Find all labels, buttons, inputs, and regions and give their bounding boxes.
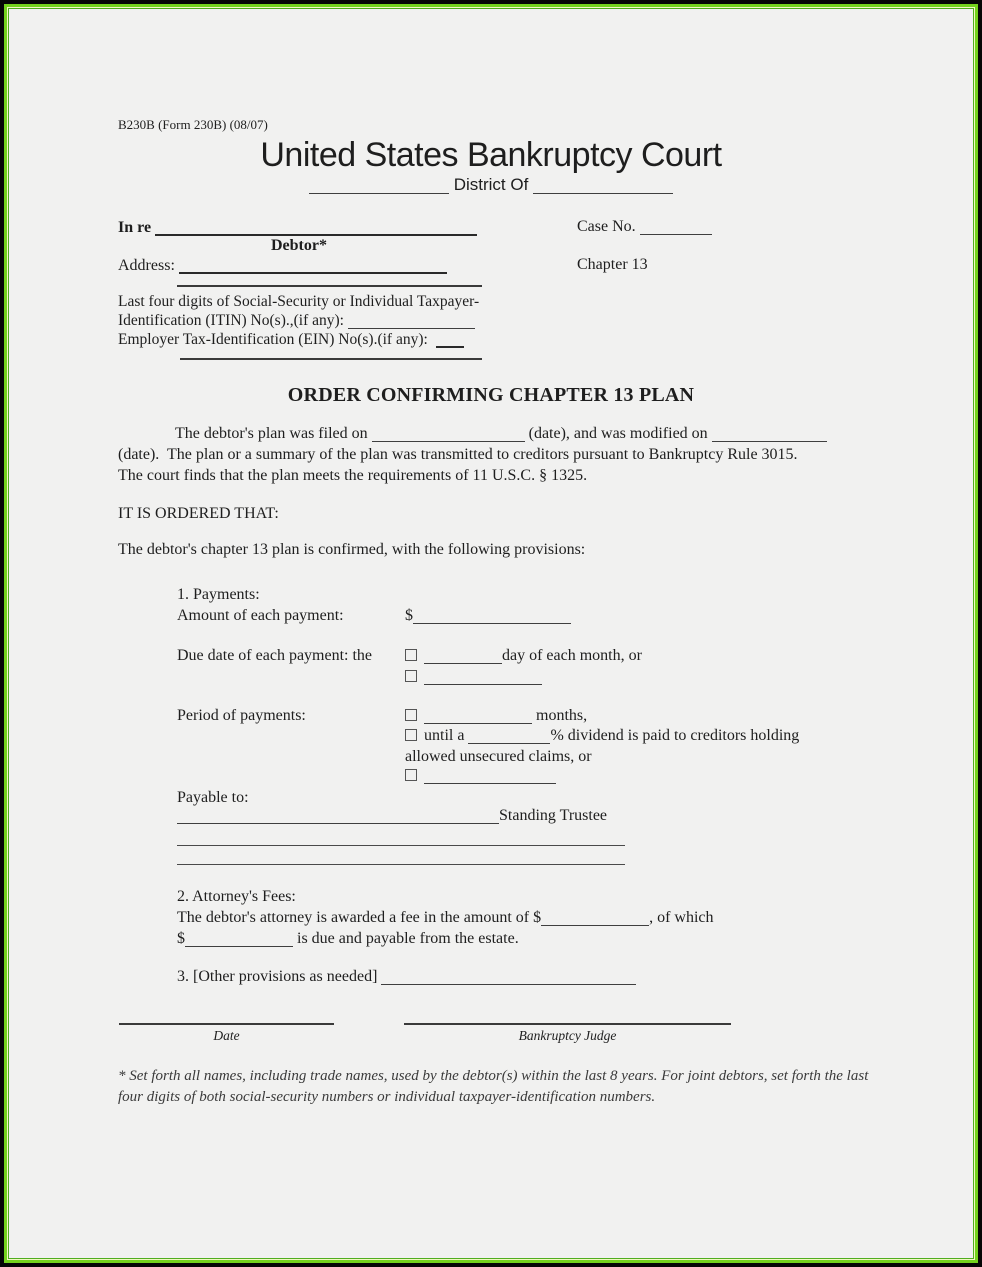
filed-date-field[interactable]	[372, 425, 525, 442]
confirmed-line: The debtor's chapter 13 plan is confirmed, with the following provisions:	[118, 541, 586, 558]
debtor-name-field[interactable]	[155, 218, 477, 236]
paragraph-line3: The court finds that the plan meets the requirements of 11 U.S.C. § 1325.	[118, 467, 588, 484]
caption-divider-line	[180, 358, 482, 360]
ssn-line1: Last four digits of Social-Security or Individual Taxpayer-	[118, 293, 480, 310]
period-label: Period of payments:	[177, 707, 306, 724]
attorney-line2-prefix: $	[177, 930, 185, 947]
court-title: United States Bankruptcy Court	[260, 136, 722, 174]
address-field[interactable]	[179, 256, 447, 274]
district-row	[0, 175, 982, 195]
modified-date-field[interactable]	[712, 425, 827, 442]
fee-payable-field[interactable]	[185, 930, 293, 947]
ordered-heading: IT IS ORDERED THAT:	[118, 505, 279, 522]
chapter-label: Chapter 13	[577, 256, 648, 273]
payments-section-title: 1. Payments:	[177, 586, 260, 603]
paragraph-line2: (date). The plan or a summary of the plan was transmitted to creditors pursuant to Bankruptcy Rule 3015.	[118, 446, 798, 463]
attorney-section-title: 2. Attorney's Fees:	[177, 888, 296, 905]
itin-field[interactable]	[348, 313, 475, 330]
attorney-line1	[177, 909, 714, 927]
due-date-label: Due date of each payment: the	[177, 647, 373, 664]
ein-row	[118, 330, 479, 349]
itin-label: Identification (ITIN) No(s).,(if any):	[118, 312, 348, 329]
due-option1-checkbox[interactable]	[405, 649, 417, 661]
period-option3-checkbox[interactable]	[405, 769, 417, 781]
trustee-suffix: Standing Trustee	[499, 807, 608, 824]
payable-field-line3[interactable]	[177, 864, 625, 865]
period-option1-checkbox[interactable]	[405, 709, 417, 721]
due-option1-suffix: day of each month, or	[502, 647, 642, 664]
trustee-name-field[interactable]	[177, 807, 499, 824]
address-label: Address:	[118, 257, 179, 274]
judge-signature-line[interactable]	[404, 1023, 731, 1025]
date-label: Date	[213, 1028, 240, 1043]
opening-paragraph	[118, 423, 886, 486]
address-row	[118, 256, 447, 275]
amount-row	[405, 607, 571, 625]
footnote: * Set forth all names, including trade names, used by the debtor(s) within the last 8 years. For joint debtors, set forth the last four digits of both social-security numbers or individual taxpayer-identification numbers.	[118, 1068, 869, 1105]
period-option2-prefix: until a	[424, 727, 469, 744]
form-number: B230B (Form 230B) (08/07)	[118, 117, 268, 132]
tax-id-block	[118, 292, 479, 349]
amount-label: Amount of each payment:	[177, 607, 344, 624]
attorney-line1-prefix: The debtor's attorney is awarded a fee in the amount of $	[177, 909, 542, 926]
period-other-field[interactable]	[424, 767, 556, 784]
order-title: ORDER CONFIRMING CHAPTER 13 PLAN	[287, 384, 695, 406]
ssn-line2	[118, 311, 479, 330]
paragraph-line1	[118, 423, 886, 444]
judge-label: Bankruptcy Judge	[518, 1028, 617, 1043]
in-re-label: In re	[118, 219, 156, 236]
in-re-row	[118, 218, 477, 237]
period-option2-checkbox[interactable]	[405, 729, 417, 741]
due-day-field[interactable]	[424, 647, 502, 664]
district-label: District Of	[448, 175, 534, 194]
para-seg2: (date), and was modified on	[524, 425, 712, 442]
other-provisions-row	[177, 968, 636, 986]
period-option2-cont: allowed unsecured claims, or	[405, 748, 592, 765]
amount-field[interactable]	[413, 607, 571, 624]
period-option3-row	[405, 767, 556, 785]
period-months-field[interactable]	[424, 707, 532, 724]
other-provisions-field[interactable]	[381, 968, 636, 985]
debtor-label: Debtor*	[271, 237, 327, 254]
period-option2-suffix: % dividend is paid to creditors holding	[550, 727, 800, 744]
district-blank-left[interactable]	[309, 176, 449, 194]
district-blank-right[interactable]	[533, 176, 673, 194]
address-field-line2[interactable]	[177, 285, 482, 287]
trustee-row	[177, 807, 607, 825]
attorney-line2-suffix: is due and payable from the estate.	[293, 930, 519, 947]
payable-label: Payable to:	[177, 789, 249, 806]
period-option1-row	[405, 707, 587, 725]
para-seg1: The debtor's plan was filed on	[175, 425, 372, 442]
date-signature-line[interactable]	[119, 1023, 334, 1025]
attorney-line2	[177, 930, 519, 948]
due-option2-checkbox[interactable]	[405, 670, 417, 682]
due-other-field[interactable]	[424, 668, 542, 685]
ein-label: Employer Tax-Identification (EIN) No(s).(if any):	[118, 331, 436, 348]
due-option2-row	[405, 668, 542, 686]
case-no-row	[577, 218, 712, 236]
other-provisions-label: 3. [Other provisions as needed]	[177, 968, 382, 985]
attorney-line1-suffix: , of which	[649, 909, 714, 926]
fee-amount-field[interactable]	[541, 909, 649, 926]
dividend-percent-field[interactable]	[468, 727, 550, 744]
ein-field[interactable]	[436, 331, 464, 349]
period-option1-suffix: months,	[532, 707, 588, 724]
period-option2-row	[405, 727, 799, 745]
case-no-label: Case No.	[577, 218, 640, 235]
amount-prefix: $	[405, 607, 413, 624]
due-option1-row	[405, 647, 642, 665]
payable-field-line2[interactable]	[177, 845, 625, 846]
case-no-field[interactable]	[640, 218, 712, 235]
